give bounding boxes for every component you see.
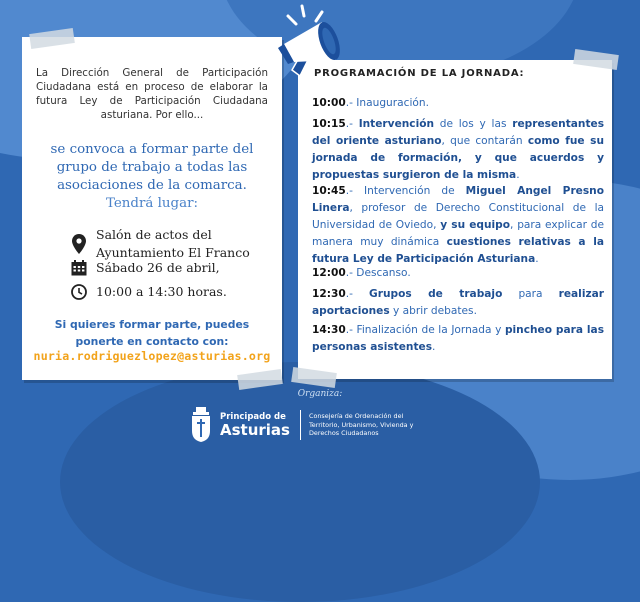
program-time: 12:00 bbox=[312, 267, 346, 279]
location-line-1: Salón de actos del bbox=[96, 227, 212, 242]
program-text: , que contarán bbox=[441, 135, 528, 147]
contact-email-link[interactable]: nuria.rodriguezlopez@asturias.org bbox=[33, 349, 271, 363]
venue-heading: Tendrá lugar: bbox=[105, 196, 199, 211]
program-text: Miguel Angel Presno Linera bbox=[312, 185, 604, 214]
program-text: y su equipo bbox=[440, 219, 511, 231]
organizer-logo bbox=[190, 402, 421, 448]
program-text: para bbox=[502, 288, 559, 300]
megaphone-icon bbox=[266, 4, 346, 80]
program-item bbox=[312, 95, 604, 112]
program-text: . bbox=[535, 253, 539, 265]
program-text: y abrir debates. bbox=[389, 305, 477, 317]
department-name: Consejería de Ordenación del Territorio, Urbanismo, Vivienda y Derechos Ciudadanos bbox=[308, 412, 414, 438]
program-item bbox=[312, 286, 604, 320]
program-text: Intervención bbox=[358, 118, 435, 130]
program-text: . bbox=[516, 169, 520, 181]
brand-small: Principado de bbox=[220, 412, 286, 422]
program-item bbox=[312, 265, 604, 282]
program-text: cuestiones relativas a la futura Ley de Participación Asturiana bbox=[312, 236, 604, 265]
calendar-icon bbox=[70, 260, 88, 276]
intro-paragraph: La Dirección General de Participación Ciudadana está en proceso de elaborar la futura Ley de Participación Ciudadana asturiana. Por ello... bbox=[36, 67, 268, 121]
program-text: como fue su jornada de formación, y que acuerdos y propuestas surgieron de la misma bbox=[312, 135, 604, 181]
brand-large: Asturias bbox=[220, 421, 290, 439]
program-text: , para explicar de manera muy dinámica bbox=[312, 219, 604, 248]
program-item bbox=[312, 322, 604, 356]
invitation-callout bbox=[36, 141, 268, 213]
event-date: Sábado 26 de abril, bbox=[96, 260, 220, 275]
event-time: 10:00 a 14:30 horas. bbox=[96, 284, 227, 299]
program-text: .- Intervención de bbox=[345, 185, 466, 197]
program-text: .- Descanso. bbox=[345, 267, 411, 279]
program-time: 10:15 bbox=[312, 118, 346, 130]
program-text: Grupos de trabajo bbox=[369, 288, 503, 300]
program-text: realizar aportaciones bbox=[312, 288, 604, 317]
program-text: de los y las bbox=[434, 118, 513, 130]
crest-icon bbox=[190, 407, 212, 443]
logo-divider bbox=[300, 410, 301, 440]
program-text: .- bbox=[345, 288, 370, 300]
time-row bbox=[70, 283, 270, 301]
program-time: 10:00 bbox=[312, 97, 346, 109]
clock-icon bbox=[70, 284, 88, 300]
program-text: . bbox=[432, 341, 436, 353]
invitation-text: se convoca a formar parte del grupo de trabajo a todas las asociaciones de la comarca. bbox=[50, 142, 254, 193]
program-text: .- bbox=[345, 118, 359, 130]
organizer-label: Organiza: bbox=[297, 389, 343, 399]
map-pin-icon bbox=[70, 234, 88, 254]
program-text: representantes del oriente asturiano bbox=[312, 118, 605, 147]
program-time: 10:45 bbox=[312, 185, 346, 197]
program-text: pincheo para las personas asistentes bbox=[312, 324, 604, 353]
program-text: , profesor de Derecho Constitucional de la Universidad de Oviedo, bbox=[312, 202, 604, 231]
program-text: .- Finalización de la Jornada y bbox=[345, 324, 505, 336]
contact-text: Si quieres formar parte, puedes ponerte en contacto con: bbox=[54, 318, 250, 348]
program-time: 12:30 bbox=[312, 288, 346, 300]
program-item bbox=[312, 116, 604, 184]
program-title: PROGRAMACIÓN DE LA JORNADA: bbox=[314, 68, 525, 79]
program-text: .- Inauguración. bbox=[345, 97, 429, 109]
location-row bbox=[70, 226, 270, 262]
program-time: 14:30 bbox=[312, 324, 346, 336]
location-line-2: Ayuntamiento El Franco bbox=[96, 245, 250, 260]
program-item bbox=[312, 183, 604, 268]
date-row bbox=[70, 259, 270, 277]
